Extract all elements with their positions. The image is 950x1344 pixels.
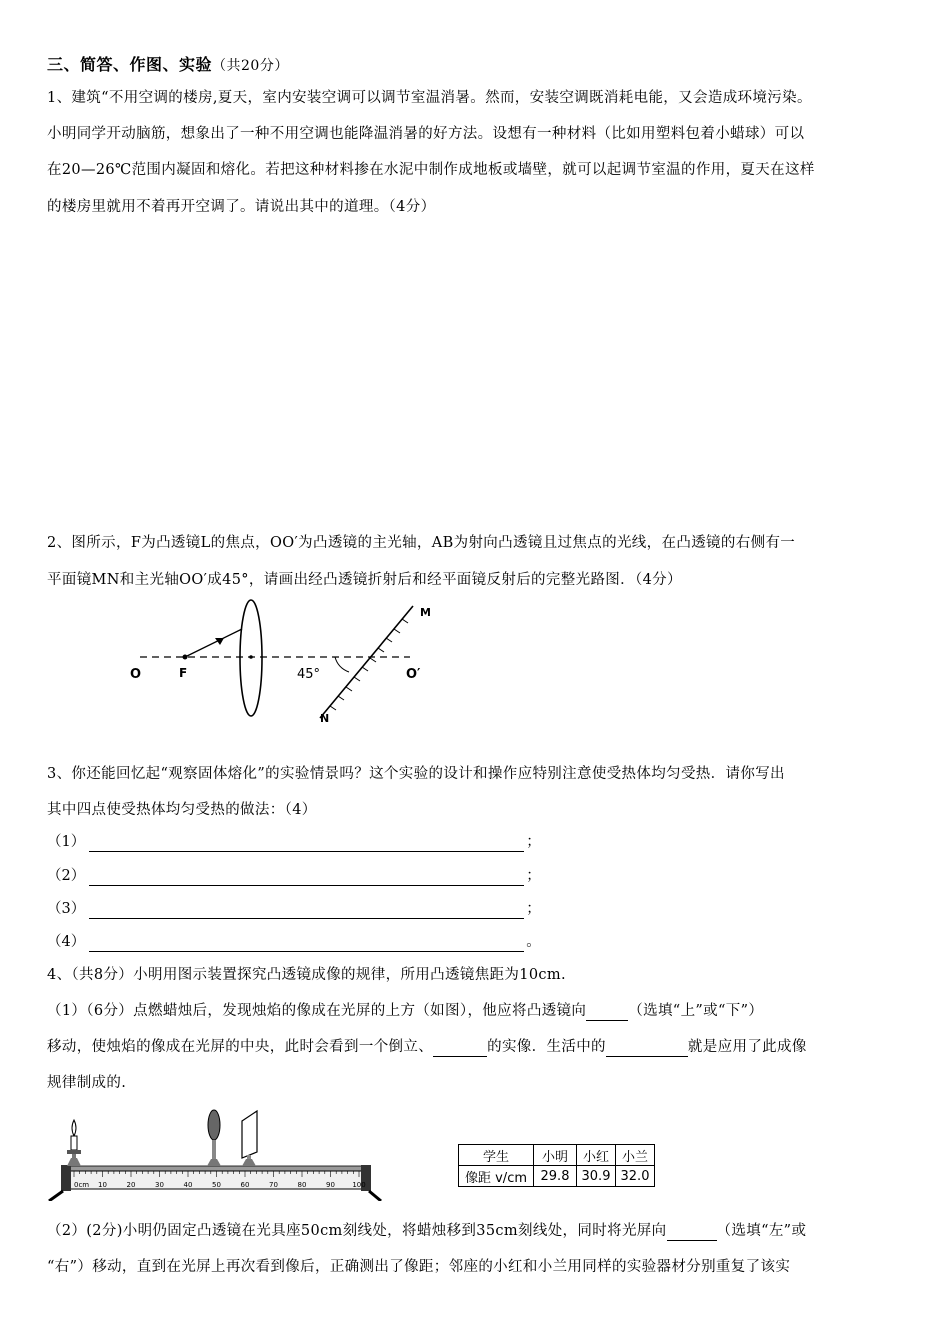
blank-number: （3） [47, 901, 86, 917]
q4-p2-text: （2）(2分)小明仍固定凸透镜在光具座50cm刻线处，将蜡烛移到35cm刻线处，同时将光屏向 [47, 1223, 667, 1239]
blank-end: ； [526, 901, 541, 917]
q4-p1-line-3: 规律制成的. [47, 1075, 127, 1091]
blank-image-type[interactable] [433, 1041, 487, 1057]
q1-line-3: 在20—26℃范围内凝固和熔化。若把这种材料掺在水泥中制作成地板或墙壁，就可以起调节室温的作用，夏天在这样 [47, 162, 815, 178]
light-screen [242, 1111, 257, 1158]
bench-tick-label: 30 [155, 1181, 164, 1189]
bench-tick-label: 70 [269, 1181, 278, 1189]
bench-rail-top [67, 1166, 367, 1171]
screen-base [242, 1159, 256, 1166]
candle-flame [72, 1120, 76, 1136]
table-header-cell: 小红 [577, 1145, 616, 1166]
table-cell: 29.8 [534, 1166, 577, 1187]
q1-line-4: 的楼房里就用不着再开空调了。请说出其中的道理。（4分） [47, 199, 436, 215]
bench-left-leg [49, 1191, 63, 1201]
table-cell: 30.9 [577, 1166, 616, 1187]
bench-right-leg [369, 1191, 381, 1201]
label-n: N [320, 712, 330, 725]
table-row [459, 1166, 655, 1187]
candle-base [67, 1158, 81, 1166]
candle-holder [67, 1150, 81, 1154]
blank-end: 。 [526, 934, 541, 950]
bench-tick-label: 10 [98, 1181, 107, 1189]
bench-tick-label: 50 [212, 1181, 221, 1189]
table-cell: 32.0 [616, 1166, 655, 1187]
label-o-prime: O′ [406, 667, 421, 682]
q3-line-1: 3、你还能回忆起“观察固体熔化”的实验情景吗？这个实验的设计和操作应特别注意使受热体均匀受热．请你写出 [47, 766, 785, 782]
blank-screen-direction[interactable] [667, 1225, 717, 1241]
bench-tick-label: 20 [126, 1181, 136, 1189]
table-header-cell: 小明 [534, 1145, 577, 1166]
table-row-label: 像距 v/cm [459, 1166, 534, 1187]
q4-p1-line-1 [47, 1001, 763, 1021]
ray-ab [185, 629, 242, 657]
section-title: 三、简答、作图、实验 [47, 55, 213, 74]
label-m: M [420, 606, 431, 619]
q4-p2-line-2: “右”）移动，直到在光屏上再次看到像后，正确测出了像距；邻座的小红和小兰用同样的实验器材分别重复了该实 [47, 1259, 791, 1275]
label-o: O [130, 667, 142, 682]
blank-direction[interactable] [586, 1005, 628, 1021]
blank-number: （1） [47, 834, 86, 850]
bench-tick-label: 60 [240, 1181, 250, 1189]
label-angle: 45° [297, 667, 321, 682]
angle-arc [335, 657, 349, 672]
q4-p2-line-1 [47, 1221, 806, 1241]
plane-mirror [320, 606, 413, 718]
lens-center-dot [249, 655, 253, 659]
q2-line-2: 平面镜MN和主光轴OO′成45°，请画出经凸透镜折射后和经平面镜反射后的完整光路图．（4分） [47, 572, 682, 588]
mirror-hatching [330, 619, 408, 710]
q3-blank-row [47, 899, 541, 919]
optical-bench-figure [45, 1105, 385, 1201]
blank-application[interactable] [606, 1041, 688, 1057]
q4-p1-text: 的实像．生活中的 [487, 1039, 606, 1055]
bench-lens [208, 1110, 220, 1140]
table-header-row [459, 1145, 655, 1166]
bench-tick-label: 90 [326, 1181, 335, 1189]
answer-blank-3[interactable] [89, 903, 524, 919]
q4-p1-text: （1）（6分）点燃蜡烛后，发现烛焰的像成在光屏的上方（如图），他应将凸透镜向 [47, 1003, 587, 1019]
q4-p2-text: （选填“左”或 [716, 1223, 807, 1239]
q3-blank-row [47, 932, 541, 952]
blank-end: ； [526, 834, 541, 850]
answer-blank-2[interactable] [89, 870, 524, 886]
q2-line-1: 2、图所示，F为凸透镜L的焦点，OO′为凸透镜的主光轴，AB为射向凸透镜且过焦点的光线，在凸透镜的右侧有一 [47, 535, 796, 551]
q3-blank-row [47, 866, 541, 886]
answer-blank-4[interactable] [89, 936, 524, 952]
q4-p1-line-2 [47, 1037, 807, 1057]
q4-p1-text: 就是应用了此成像 [687, 1039, 807, 1055]
table-header-cell: 小兰 [616, 1145, 655, 1166]
q4-intro: 4、（共8分）小明用图示装置探究凸透镜成像的规律，所用凸透镜焦距为10cm. [47, 967, 566, 983]
q3-line-2: 其中四点使受热体均匀受热的做法：（4） [47, 802, 317, 818]
candle-body [71, 1136, 77, 1150]
table-header-cell: 学生 [459, 1145, 534, 1166]
q3-blank-row [47, 832, 541, 852]
q1-line-1: 1、建筑“不用空调的楼房,夏天，室内安装空调可以调节室温消暑。然而，安装空调既消耗电能，又会造成环境污染。 [47, 90, 812, 106]
blank-number: （4） [47, 934, 86, 950]
section-points: （共20分） [212, 58, 289, 74]
bench-tick-label: 0cm [74, 1181, 90, 1189]
lens-base [207, 1159, 221, 1166]
section-heading [47, 52, 289, 75]
image-distance-table [458, 1144, 655, 1187]
answer-blank-1[interactable] [89, 836, 524, 852]
q1-line-2: 小明同学开动脑筋，想象出了一种不用空调也能降温消暑的好方法。设想有一种材料（比如用塑料包着小蜡球）可以 [47, 126, 805, 142]
blank-number: （2） [47, 868, 86, 884]
blank-end: ； [526, 868, 541, 884]
q4-p1-text: （选填“上”或“下”） [628, 1003, 764, 1019]
bench-left-block [61, 1165, 71, 1191]
bench-tick-label: 80 [297, 1181, 307, 1189]
q4-p1-text: 移动，使烛焰的像成在光屏的中央，此时会看到一个倒立、 [47, 1039, 434, 1055]
lens-mirror-diagram [120, 598, 450, 730]
label-f: F [179, 666, 188, 680]
bench-tick-label: 40 [183, 1181, 193, 1189]
bench-tick-label: 100 [352, 1181, 366, 1189]
